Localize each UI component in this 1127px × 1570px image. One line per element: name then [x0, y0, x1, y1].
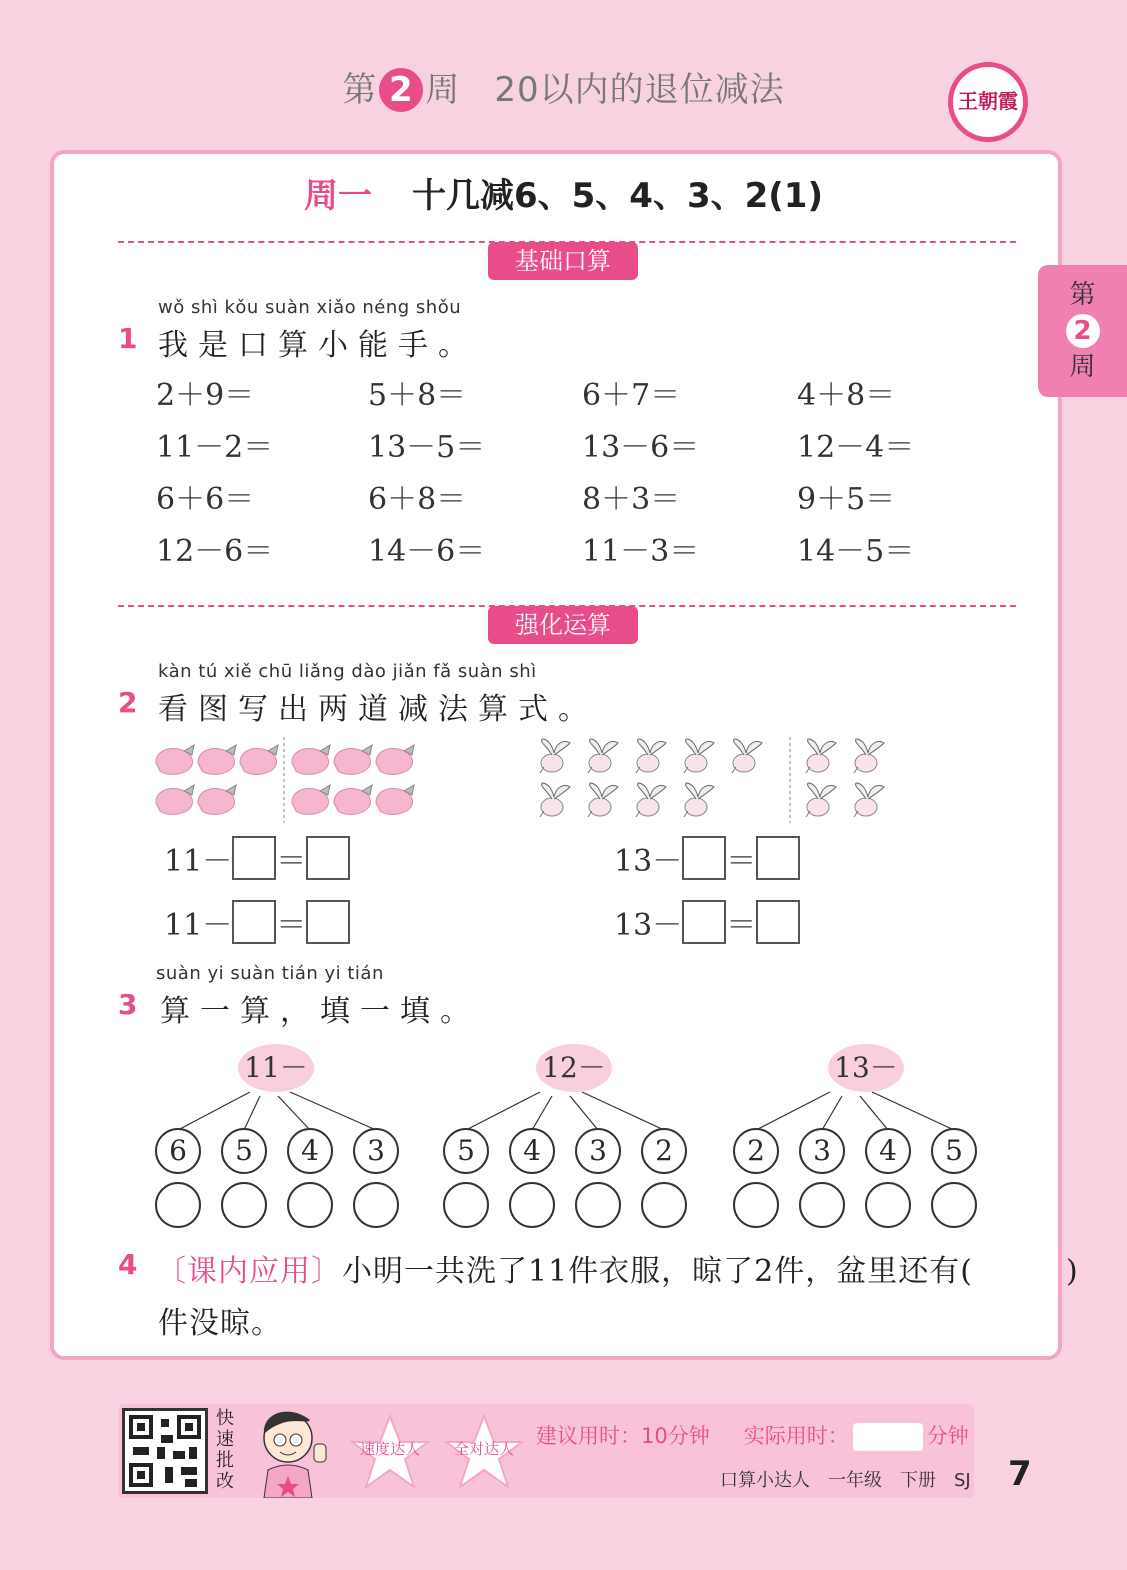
- q3-subtrahend-circle: 4: [865, 1128, 911, 1174]
- q1-equation: 12－4＝: [797, 430, 915, 465]
- answer-box[interactable]: [682, 836, 726, 880]
- q3-subtrahend-circle: 2: [641, 1128, 687, 1174]
- equals-sign: ＝: [726, 908, 757, 943]
- time-row: [536, 1420, 969, 1451]
- strawberry-icon: [156, 745, 194, 774]
- q4-line1: [156, 1246, 1079, 1290]
- q3-subtrahend-circle: 3: [799, 1128, 845, 1174]
- q1-equation: 8＋3＝: [582, 482, 681, 517]
- q3-answer-circle[interactable]: [931, 1182, 977, 1228]
- answer-box[interactable]: [682, 900, 726, 944]
- day-title: [0, 168, 1127, 217]
- q1-equation: 12－6＝: [156, 534, 274, 569]
- q1-equation: 6＋8＝: [368, 482, 467, 517]
- q1-number: 1: [118, 322, 138, 355]
- radish-icon: [588, 739, 618, 773]
- q1-equation: 2＋9＝: [156, 378, 255, 413]
- radish-icon: [732, 739, 762, 773]
- q3-subtrahend-circle: 5: [931, 1128, 977, 1174]
- q2-equation-left-1: [164, 836, 350, 880]
- q3-minuend-oval: 12－: [536, 1044, 612, 1092]
- answer-box[interactable]: [306, 836, 350, 880]
- day-topic: 十几减6、5、4、3、2(1): [411, 176, 824, 216]
- strawberry-icon: [292, 785, 330, 814]
- radish-icon: [806, 783, 836, 817]
- side-tab-week-no: 2: [1066, 314, 1100, 348]
- qr-label: 快速批改: [216, 1408, 234, 1492]
- section-badge-basic: 基础口算: [488, 242, 638, 280]
- q2-minuend: 11－: [164, 908, 233, 943]
- q2-equation-right-2: [614, 900, 800, 944]
- suggested-time: 建议用时：10分钟: [536, 1424, 710, 1448]
- q3-answer-circle[interactable]: [865, 1182, 911, 1228]
- section-badge-strengthen: 强化运算: [488, 606, 638, 644]
- q1-equation: 14－5＝: [797, 534, 915, 569]
- q2-pinyin: kàn tú xiě chū liǎng dào jiǎn fǎ suàn shì: [158, 661, 537, 682]
- strawberry-icon: [198, 745, 236, 774]
- strawberry-icon: [240, 745, 278, 774]
- radish-picture: [532, 735, 902, 825]
- q3-subtrahend-circle: 6: [155, 1128, 201, 1174]
- q3-answer-circle[interactable]: [799, 1182, 845, 1228]
- q4-line2: 件没晾。: [158, 1306, 282, 1341]
- q2-number: 2: [118, 686, 138, 719]
- radish-icon: [806, 739, 836, 773]
- radish-icon: [540, 783, 570, 817]
- radish-icon: [854, 783, 884, 817]
- q3-subtrahend-circle: 4: [287, 1128, 333, 1174]
- q3-subtrahend-circle: 2: [733, 1128, 779, 1174]
- q1-equation: 11－2＝: [156, 430, 274, 465]
- q1-pinyin: wǒ shì kǒu suàn xiǎo néng shǒu: [158, 297, 462, 318]
- q4-number: 4: [118, 1248, 138, 1281]
- strawberry-picture: [150, 735, 420, 825]
- radish-icon: [684, 739, 714, 773]
- day-label: 周一: [303, 176, 372, 216]
- q3-subtrahend-circle: 3: [353, 1128, 399, 1174]
- q1-equation: 13－5＝: [368, 430, 486, 465]
- radish-icon: [540, 739, 570, 773]
- q2-minuend: 13－: [614, 908, 683, 943]
- q3-answer-circle[interactable]: [221, 1182, 267, 1228]
- q3-pinyin: suàn yi suàn tián yi tián: [156, 963, 384, 984]
- q3-number: 3: [118, 988, 138, 1021]
- answer-box[interactable]: [756, 836, 800, 880]
- q1-equation: 6＋7＝: [582, 378, 681, 413]
- q3-minuend-oval: 11－: [238, 1044, 314, 1092]
- side-tab-bottom: 周: [1069, 352, 1096, 382]
- q3-answer-circle[interactable]: [575, 1182, 621, 1228]
- q3-subtrahend-circle: 3: [575, 1128, 621, 1174]
- q3-answer-circle[interactable]: [733, 1182, 779, 1228]
- q3-subtrahend-circle: 5: [443, 1128, 489, 1174]
- side-tab-top: 第: [1069, 280, 1096, 310]
- q2-minuend: 11－: [164, 844, 233, 879]
- radish-icon: [588, 783, 618, 817]
- q3-answer-circle[interactable]: [641, 1182, 687, 1228]
- q3-answer-circle[interactable]: [353, 1182, 399, 1228]
- star-label-speed: 速度达人: [359, 1440, 420, 1458]
- q1-equation: 13－6＝: [582, 430, 700, 465]
- answer-box[interactable]: [232, 900, 276, 944]
- q3-text: 算一算，填一填。: [160, 994, 480, 1029]
- q1-equation: 6＋6＝: [156, 482, 255, 517]
- q2-equation-left-2: [164, 900, 350, 944]
- answer-box[interactable]: [756, 900, 800, 944]
- q1-text: 我是口算小能手。: [158, 328, 478, 363]
- header-prefix: 第: [342, 70, 378, 110]
- q3-subtrahend-circle: 5: [221, 1128, 267, 1174]
- qr-code-icon[interactable]: [122, 1408, 208, 1494]
- time-unit: 分钟: [926, 1424, 969, 1448]
- q3-minuend-oval: 13－: [828, 1044, 904, 1092]
- book-info: 口算小达人 一年级 下册 SJ: [720, 1470, 971, 1491]
- strawberry-icon: [376, 785, 414, 814]
- header-suffix: 周: [425, 70, 461, 110]
- boy-mascot-icon: [250, 1404, 340, 1498]
- q1-equation: 5＋8＝: [368, 378, 467, 413]
- equals-sign: ＝: [276, 844, 307, 879]
- radish-icon: [854, 739, 884, 773]
- q2-text: 看图写出两道减法算式。: [158, 692, 598, 727]
- q3-answer-circle[interactable]: [287, 1182, 333, 1228]
- q2-minuend: 13－: [614, 844, 683, 879]
- strawberry-icon: [334, 745, 372, 774]
- q1-equation: 9＋5＝: [797, 482, 896, 517]
- q3-answer-circle[interactable]: [509, 1182, 555, 1228]
- q1-equation: 14－6＝: [368, 534, 486, 569]
- actual-time-label: 实际用时：: [743, 1424, 849, 1448]
- strawberry-icon: [156, 785, 194, 814]
- radish-icon: [684, 783, 714, 817]
- header-week-badge: 2: [379, 68, 423, 112]
- page-number: 7: [1008, 1454, 1032, 1494]
- answer-box[interactable]: [306, 900, 350, 944]
- equals-sign: ＝: [276, 908, 307, 943]
- q4-tag: 〔课内应用〕: [156, 1254, 342, 1289]
- q3-answer-circle[interactable]: [443, 1182, 489, 1228]
- q1-equation: 4＋8＝: [797, 378, 896, 413]
- brand-logo: 王朝霞: [948, 62, 1028, 142]
- actual-time-input[interactable]: [853, 1423, 923, 1451]
- side-week-tab: [1038, 265, 1127, 397]
- q3-subtrahend-circle: 4: [509, 1128, 555, 1174]
- strawberry-icon: [292, 745, 330, 774]
- answer-box[interactable]: [232, 836, 276, 880]
- q1-equation: 11－3＝: [582, 534, 700, 569]
- radish-icon: [636, 739, 666, 773]
- header-topic: 20以内的退位减法: [494, 70, 785, 110]
- strawberry-icon: [376, 745, 414, 774]
- q4-text: 小明一共洗了11件衣服，晾了2件，盆里还有( ): [342, 1254, 1079, 1289]
- q3-answer-circle[interactable]: [155, 1182, 201, 1228]
- strawberry-icon: [334, 785, 372, 814]
- radish-icon: [636, 783, 666, 817]
- q2-equation-right-1: [614, 836, 800, 880]
- star-label-correct: 全对达人: [453, 1440, 514, 1458]
- equals-sign: ＝: [726, 844, 757, 879]
- strawberry-icon: [198, 785, 236, 814]
